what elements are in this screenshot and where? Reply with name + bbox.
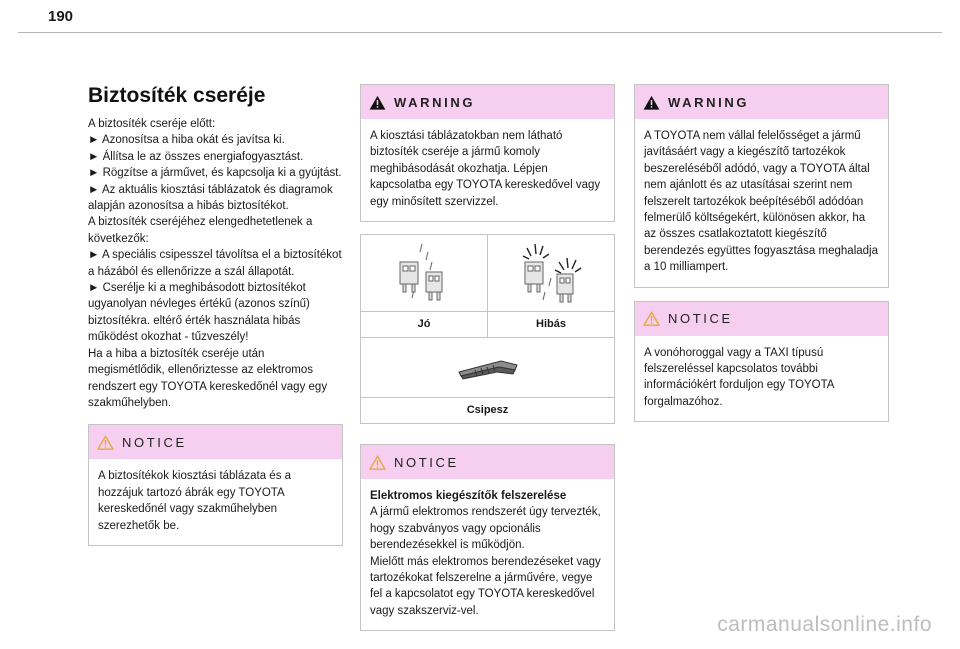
right-column [634, 84, 889, 422]
notice-text: A vonóhoroggal vagy a TAXI típusú felszereléssel kapcsolatos további információkért forduljon egy TOYOTA forgalmazóhoz. [644, 346, 834, 408]
tweezers-caption-row [361, 397, 614, 423]
warning-triangle-icon [369, 95, 386, 110]
notice-body [361, 479, 614, 630]
fuse-good-image [361, 235, 487, 311]
tweezers-image [361, 337, 614, 397]
warning-label: WARNING [668, 94, 750, 110]
instructions-text [88, 116, 343, 411]
caption-bad: Hibás [487, 312, 614, 337]
notice-header [635, 302, 888, 336]
instruction-line: ► Az aktuális kiosztási táblázatok és diagramok alapján azonosítsa a hibás biztosítékot. [88, 183, 333, 213]
notice-label: NOTICE [394, 454, 459, 470]
tweezers-icon [455, 353, 521, 383]
caption-good: Jó [417, 318, 431, 331]
fuse-figure [360, 234, 615, 424]
instruction-line: ► Azonosítsa a hiba okát és javítsa ki. [88, 134, 285, 147]
warning-header [361, 85, 614, 119]
instruction-line: ► Cserélje ki a meghibásodott biztosítékot ugyanolyan névleges értékű (azonos színű) biztosítékra. eltérő érték használata hibás működést okozhat - tűzveszély! [88, 282, 310, 344]
fuse-blown-icon [515, 242, 587, 304]
notice-triangle-icon [643, 311, 660, 326]
notice-body [635, 336, 888, 422]
notice-triangle-icon [97, 435, 114, 450]
page-number: 190 [48, 8, 74, 25]
top-divider [18, 32, 942, 33]
warning-text: A TOYOTA nem vállal felelősséget a jármű javításáért vagy a kiegészítő tartozékok beszereléséből adódó, vagy a TOYOTA által nem ajánlott és az utasításai szerint nem felszerelt tartozékok beépítéséből adódóan felmerülő költségekért, különösen akkor, ha az összes csatlakoztatott kiegészítő berendezés együttes fogyasztása meghaladja a 10 milliampert. [644, 130, 878, 274]
instruction-line: ► Állítsa le az összes energiafogyasztást. [88, 150, 304, 163]
warning-label: WARNING [394, 94, 476, 110]
instruction-line: ► Rögzítse a járművet, és kapcsolja ki a gyújtást. [88, 167, 342, 180]
fuse-blown-image [487, 235, 614, 311]
watermark: carmanualsonline.info [717, 613, 932, 636]
warning-body [635, 119, 888, 287]
caption-tweezers: Csipesz [466, 404, 509, 417]
notice-header [361, 445, 614, 479]
notice-text: A biztosítékok kiosztási táblázata és a hozzájuk tartozó ábrák egy TOYOTA kereskedőnél vagy szakműhelyben szerezhetők be. [98, 470, 292, 532]
fuse-figure-captions [361, 311, 614, 337]
section-title: Biztosíték cseréje [88, 84, 266, 107]
warning-text: A kiosztási táblázatokban nem látható biztosíték cseréje a jármű komoly meghibásodását okozhatja. Lépjen kapcsolatba egy TOYOTA kereskedővel vagy egy minősített szervizzel. [370, 130, 601, 208]
notice-box-electrical-accessories [360, 444, 615, 631]
notice-label: NOTICE [668, 311, 733, 327]
notice-box-towbar-taxi [634, 301, 889, 423]
warning-body [361, 119, 614, 221]
notice-paragraph: A jármű elektromos rendszerét úgy tervezték, hogy szabványos vagy opcionális berendezésekkel is működjön. [370, 506, 601, 552]
fuse-figure-images [361, 235, 614, 311]
notice-box-fuse-tables [88, 424, 343, 546]
instruction-line: A biztosíték cseréje előtt: [88, 118, 216, 130]
warning-box-liability [634, 84, 889, 288]
warning-header [635, 85, 888, 119]
warning-box-unlisted-fuse [360, 84, 615, 222]
left-column [88, 84, 343, 546]
notice-paragraph: Mielőtt más elektromos berendezéseket vagy tartozékokat felszerelne a járművére, vegye fel a kapcsolatot egy TOYOTA kereskedővel vagy szakszerviz-vel. [370, 555, 601, 617]
warning-triangle-icon [643, 95, 660, 110]
notice-label: NOTICE [122, 434, 187, 450]
notice-subhead: Elektromos kiegészítők felszerelése [370, 490, 567, 503]
instruction-line: Ha a hiba a biztosíték cseréje után megismétlődik, ellenőriztesse az elektromos rendszert egy TOYOTA kereskedőnél vagy egy szakműhelyben. [88, 347, 328, 409]
notice-triangle-icon [369, 455, 386, 470]
notice-body [89, 459, 342, 545]
notice-header [89, 425, 342, 459]
fuse-good-icon [392, 242, 456, 304]
instruction-line: A biztosíték cseréjéhez elengedhetetlenek a következők: [88, 216, 313, 245]
instruction-line: ► A speciális csipesszel távolítsa el a biztosítékot a házából és ellenőrizze a szál állapotát. [88, 249, 342, 278]
middle-column [360, 84, 615, 631]
